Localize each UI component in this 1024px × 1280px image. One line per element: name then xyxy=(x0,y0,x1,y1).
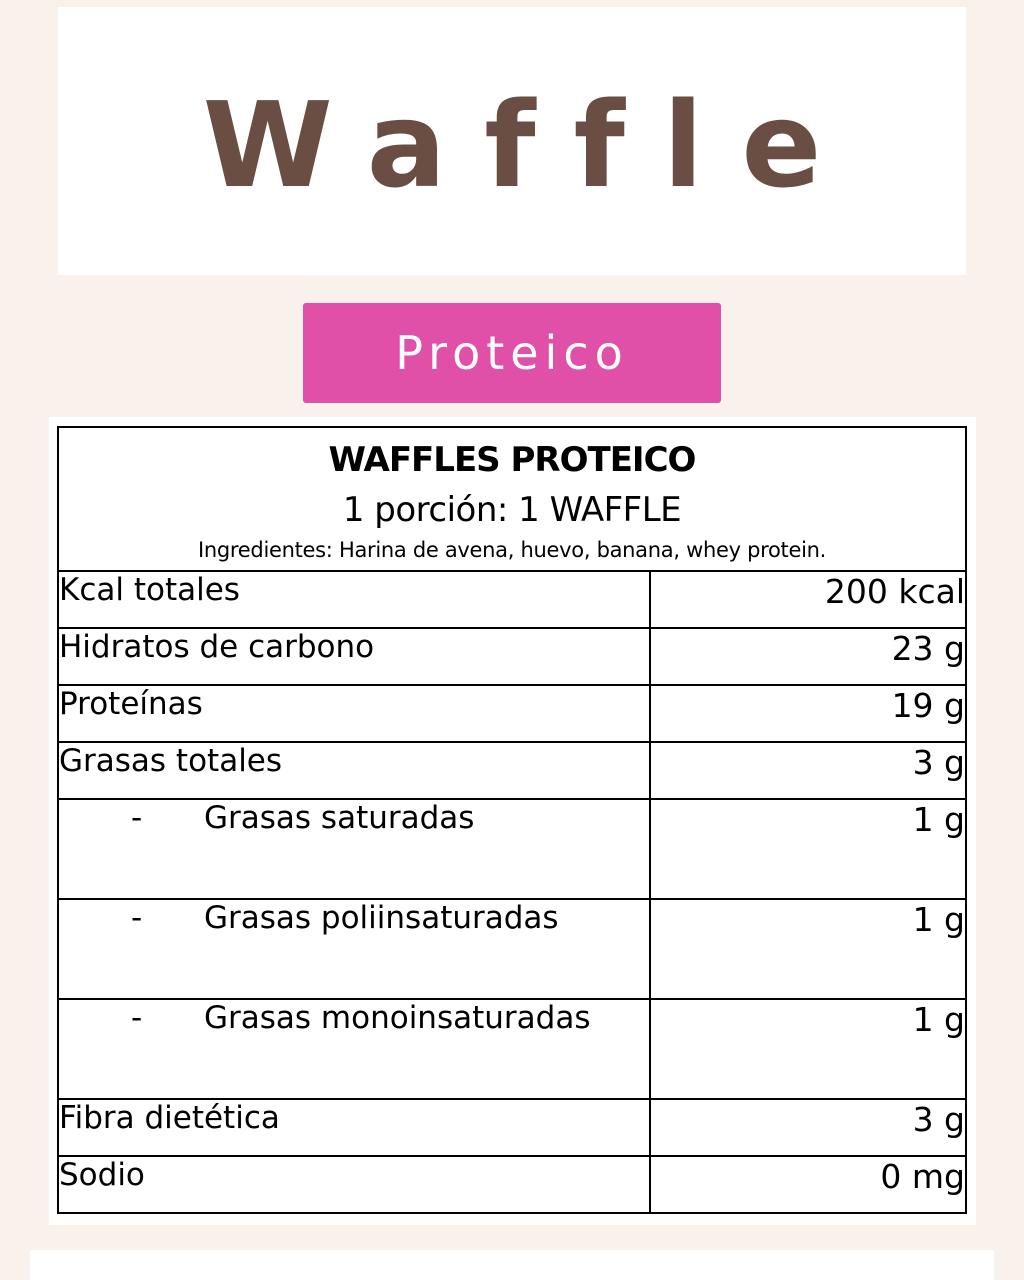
nutrient-value: 0 mg xyxy=(650,1156,966,1213)
nutrient-sublabel-cell xyxy=(58,999,650,1099)
nutrient-label: Grasas monoinsaturadas xyxy=(204,1000,591,1036)
nutrient-sublabel-cell xyxy=(58,899,650,999)
page-title: Waffle xyxy=(202,76,860,214)
nutrient-value: 3 g xyxy=(650,742,966,799)
bullet-dash: - xyxy=(131,800,143,836)
table-row xyxy=(58,685,966,742)
nutrition-table xyxy=(57,426,967,1214)
nutrient-value: 19 g xyxy=(650,685,966,742)
table-row xyxy=(58,742,966,799)
nutrient-label: Kcal totales xyxy=(58,571,650,628)
table-row xyxy=(58,1099,966,1156)
nutrient-value: 23 g xyxy=(650,628,966,685)
nutrient-label: Grasas totales xyxy=(58,742,650,799)
table-row xyxy=(58,799,966,899)
bullet-dash: - xyxy=(131,1000,143,1036)
subtitle-badge xyxy=(303,303,721,403)
nutrient-sublabel-cell xyxy=(58,799,650,899)
nutrient-value: 1 g xyxy=(650,899,966,999)
table-row xyxy=(58,899,966,999)
table-row xyxy=(58,571,966,628)
table-row xyxy=(58,999,966,1099)
title-card xyxy=(58,7,966,275)
nutrient-value: 1 g xyxy=(650,999,966,1099)
table-header xyxy=(58,427,966,571)
table-row xyxy=(58,628,966,685)
table-title: WAFFLES PROTEICO xyxy=(328,440,696,480)
subtitle-text: Proteico xyxy=(395,326,629,380)
nutrient-label: Hidratos de carbono xyxy=(58,628,650,685)
next-card-edge xyxy=(30,1250,994,1280)
nutrient-label: Grasas poliinsaturadas xyxy=(204,900,559,936)
nutrient-value: 1 g xyxy=(650,799,966,899)
nutrient-label: Sodio xyxy=(58,1156,650,1213)
table-row xyxy=(58,1156,966,1213)
nutrition-card xyxy=(49,417,976,1225)
nutrient-value: 200 kcal xyxy=(650,571,966,628)
nutrient-label: Grasas saturadas xyxy=(204,800,475,836)
nutrient-label: Fibra dietética xyxy=(58,1099,650,1156)
table-header-row xyxy=(58,427,966,571)
ingredients-text: Ingredientes: Harina de avena, huevo, banana, whey protein. xyxy=(197,538,827,562)
nutrient-value: 3 g xyxy=(650,1099,966,1156)
bullet-dash: - xyxy=(131,900,143,936)
nutrient-label: Proteínas xyxy=(58,685,650,742)
serving-size: 1 porción: 1 WAFFLE xyxy=(342,490,682,530)
